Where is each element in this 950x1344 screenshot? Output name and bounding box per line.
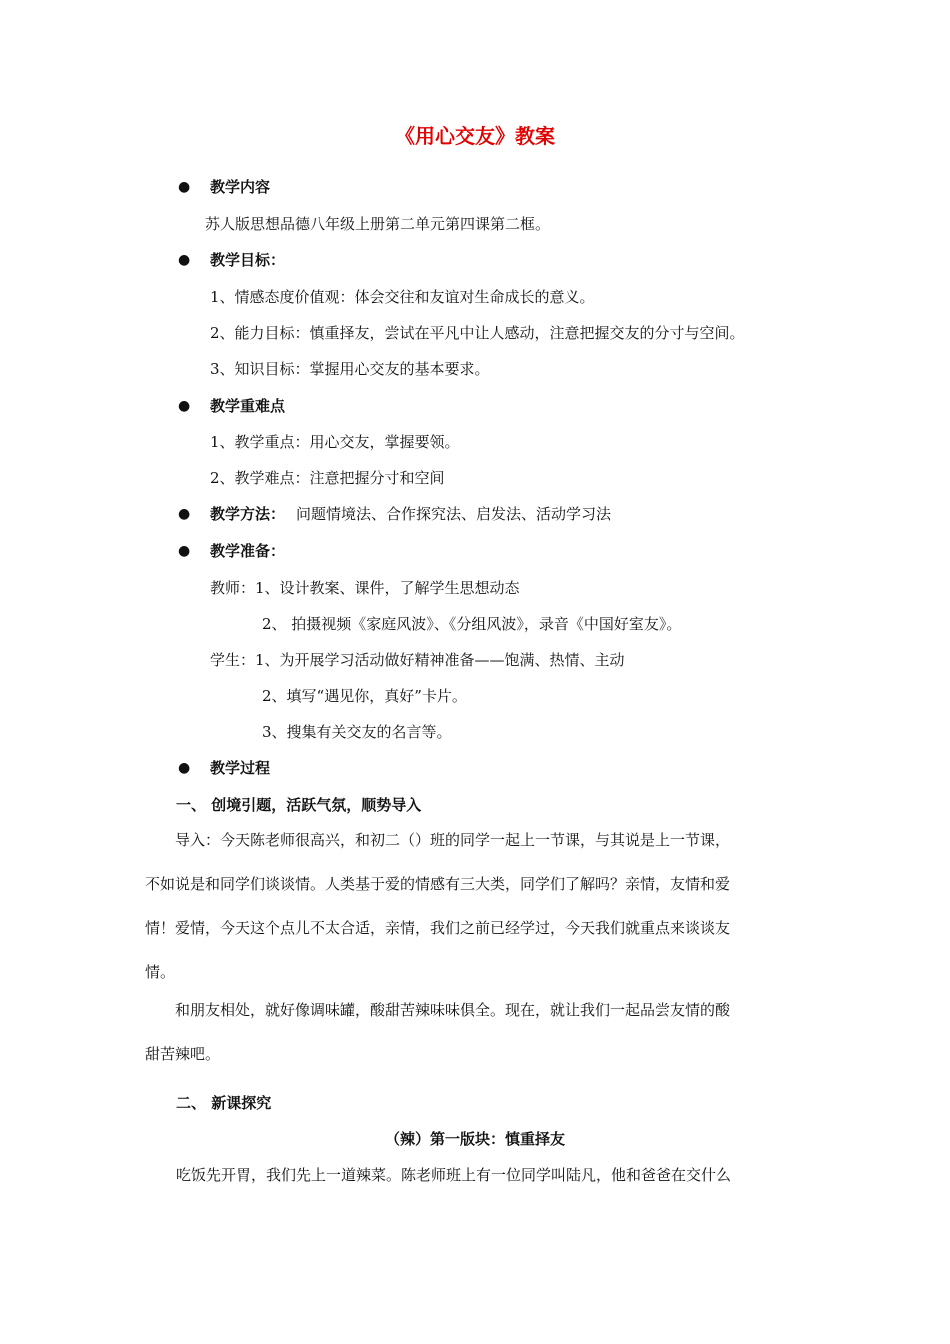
- goal-item: 2、能力目标：慎重择友，尝试在平凡中让人感动，注意把握交友的分寸与空间。: [210, 324, 745, 342]
- friend-line: 甜苦辣吧。: [145, 1045, 221, 1063]
- content-text: 苏人版思想品德八年级上册第二单元第四课第二框。: [205, 215, 551, 233]
- prep-student-item: 3、搜集有关交友的名言等。: [262, 723, 452, 741]
- bullet-icon: ●: [178, 760, 191, 776]
- section-heading-process: 教学过程: [210, 759, 271, 777]
- intro-paragraph: [145, 818, 805, 994]
- prep-teacher-item: 2、 拍摄视频《家庭风波》、《分组风波》，录音《中国好室友》。: [262, 615, 682, 633]
- friend-line: 和朋友相处，就好像调味罐，酸甜苦辣味味俱全。现在，就让我们一起品尝友情的酸: [175, 1001, 731, 1019]
- goal-item: 1、情感态度价值观：体会交往和友谊对生命成长的意义。: [210, 288, 595, 306]
- bullet-icon: ●: [178, 543, 191, 559]
- bullet-icon: ●: [178, 179, 191, 195]
- key-item: 1、教学重点：用心交友，掌握要领。: [210, 433, 460, 451]
- prep-student-item: 学生：1、为开展学习活动做好精神准备——饱满、热情、主动: [210, 651, 625, 669]
- section-heading-goals: 教学目标：: [210, 251, 286, 269]
- intro-line: 情！爱情，今天这个点儿不太合适，亲情，我们之前已经学过，今天我们就重点来谈谈友: [145, 919, 731, 937]
- key-item: 2、教学难点：注意把握分寸和空间: [210, 469, 445, 487]
- bullet-icon: ●: [178, 252, 191, 268]
- section-heading-method: 教学方法：: [210, 505, 286, 523]
- intro-line: 情。: [145, 963, 176, 981]
- document-title: 《用心交友》教案: [395, 124, 555, 148]
- friend-paragraph: [145, 988, 805, 1076]
- prep-teacher-item: 教师：1、设计教案、课件，了解学生思想动态: [210, 579, 520, 597]
- bullet-icon: ●: [178, 398, 191, 414]
- bullet-icon: ●: [178, 506, 191, 522]
- intro-line: 导入：今天陈老师很高兴，和初二（）班的同学一起上一节课，与其说是上一节课，: [175, 831, 731, 849]
- intro-line: 不如说是和同学们谈谈情。人类基于爱的情感有三大类，同学们了解吗？亲情，友情和爱: [145, 875, 731, 893]
- section-heading-content: 教学内容: [210, 178, 271, 196]
- section-heading-prep: 教学准备：: [210, 542, 286, 560]
- prep-student-item: 2、填写“遇见你，真好”卡片。: [262, 687, 467, 705]
- part2-heading: 二、 新课探究: [176, 1094, 272, 1112]
- body-line: 吃饭先开胃，我们先上一道辣菜。陈老师班上有一位同学叫陆凡，他和爸爸在交什么: [176, 1166, 732, 1184]
- method-text: 问题情境法、合作探究法、启发法、活动学习法: [296, 505, 612, 523]
- section-heading-keys: 教学重难点: [210, 397, 286, 415]
- block1-heading: （辣）第一版块：慎重择友: [384, 1130, 565, 1148]
- part1-heading: 一、 创境引题，活跃气氛，顺势导入: [176, 796, 422, 814]
- goal-item: 3、知识目标：掌握用心交友的基本要求。: [210, 360, 490, 378]
